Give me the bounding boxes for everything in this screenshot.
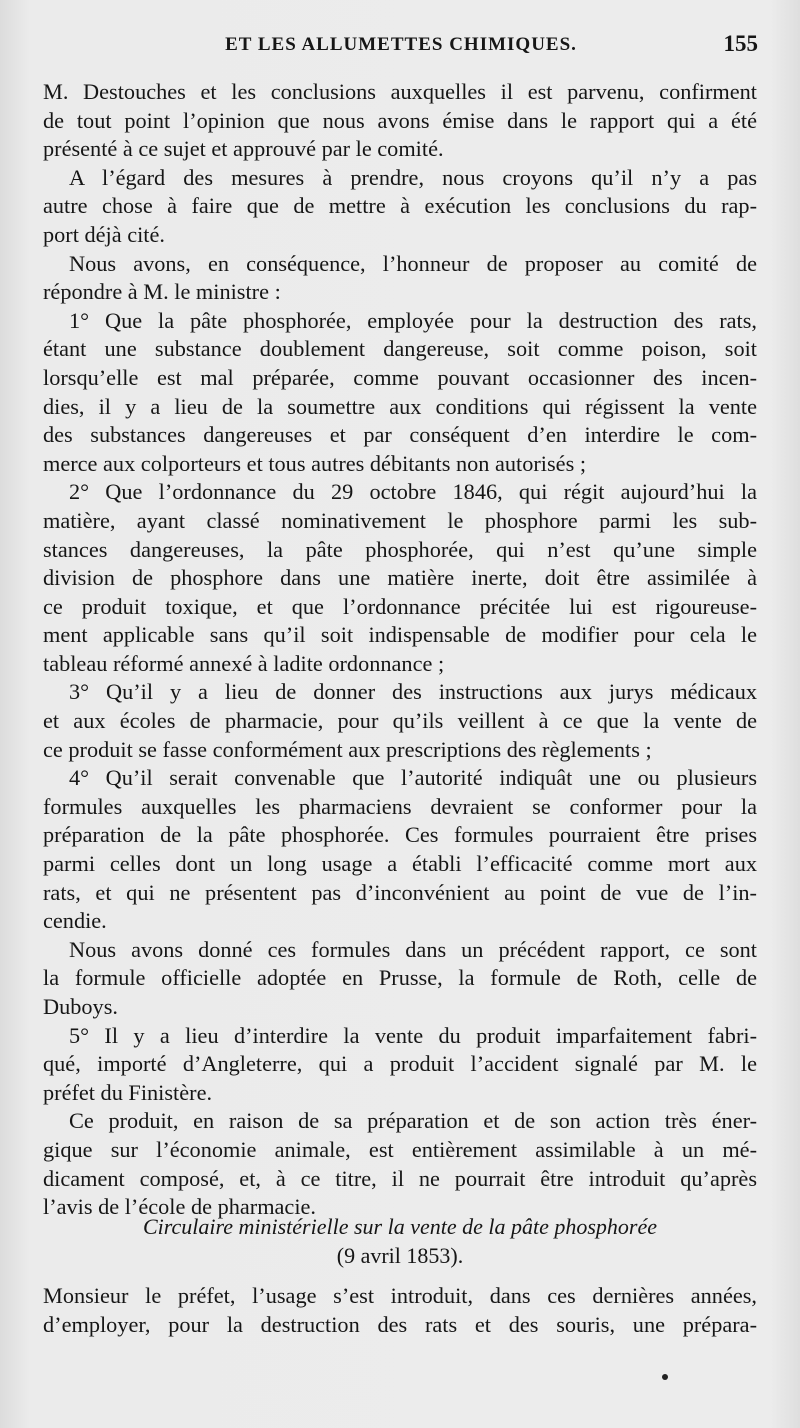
- text-line: parmi celles dont un long usage a établi l’efficacité comme mort aux: [43, 851, 757, 877]
- paragraph: [43, 678, 757, 764]
- text-line: et aux écoles de pharmacie, pour qu’ils veillent à ce que la vente de: [43, 708, 757, 734]
- paragraph: [43, 1022, 757, 1108]
- text-line: ce produit toxique, et que l’ordonnance précitée lui est rigoureuse-: [43, 593, 757, 619]
- text-line: qué, importé d’Angleterre, qui a produit l’accident signalé par M. le: [43, 1051, 757, 1077]
- body-text: [43, 78, 757, 1222]
- text-line: division de phosphore dans une matière inerte, doit être assimilée à: [43, 565, 757, 591]
- paragraph: [43, 250, 757, 307]
- text-line: Nous avons, en conséquence, l’honneur de proposer au comité de: [69, 250, 757, 276]
- text-line: 1° Que la pâte phosphorée, employée pour la destruction des rats,: [69, 307, 757, 333]
- text-line: matière, ayant classé nominativement le phosphore parmi les sub-: [43, 507, 757, 533]
- paragraph: [43, 78, 757, 164]
- text-line: préparation de la pâte phosphorée. Ces formules pourraient être prises: [43, 822, 757, 848]
- text-line: merce aux colporteurs et tous autres débitants non autorisés ;: [43, 450, 587, 476]
- text-line: présenté à ce sujet et approuvé par le comité.: [43, 136, 444, 162]
- text-line: Nous avons donné ces formules dans un précédent rapport, ce sont: [69, 936, 757, 962]
- text-line: rats, et qui ne présentent pas d’inconvénient au point de vue de l’in-: [43, 879, 757, 905]
- circular-date: (9 avril 1853).: [336, 1243, 464, 1268]
- running-title: ET LES ALLUMETTES CHIMIQUES.: [225, 34, 577, 55]
- text-line: M. Destouches et les conclusions auxquelles il est parvenu, confirment: [43, 79, 757, 104]
- text-line: stances dangereuses, la pâte phosphorée, qui n’est qu’une simple: [43, 536, 757, 562]
- text-line: Duboys.: [43, 994, 118, 1019]
- text-line: de tout point l’opinion que nous avons émise dans le rapport qui a été: [43, 107, 757, 133]
- text-line: préfet du Finistère.: [43, 1079, 213, 1105]
- paragraph: [43, 478, 757, 678]
- text-line: 3° Qu’il y a lieu de donner des instructions aux jurys médicaux: [69, 679, 757, 705]
- final-paragraph: [43, 1281, 757, 1338]
- text-line: formules auxquelles les pharmaciens devraient se conformer pour la: [43, 793, 757, 819]
- text-line: dicament composé, et, à ce titre, il ne pourrait être introduit qu’après: [43, 1165, 757, 1191]
- text-line: A l’égard des mesures à prendre, nous croyons qu’il n’y a pas: [69, 164, 757, 190]
- text-line: 4° Qu’il serait convenable que l’autorité indiquât une ou plusieurs: [69, 765, 757, 791]
- text-line: Ce produit, en raison de sa préparation et de son action très éner-: [69, 1108, 757, 1134]
- paragraph: [43, 164, 757, 250]
- text-line: lorsqu’elle est mal préparée, comme pouvant occasionner des incen-: [43, 364, 757, 390]
- text-line: dies, il y a lieu de la soumettre aux conditions qui régissent la vente: [43, 393, 757, 419]
- text-line: 2° Que l’ordonnance du 29 octobre 1846, qui régit aujourd’hui la: [69, 479, 757, 505]
- paragraph: [43, 936, 757, 1022]
- page-number: 155: [723, 31, 758, 56]
- paragraph: [43, 1107, 757, 1221]
- text-line: autre chose à faire que de mettre à exécution les conclusions du rap-: [43, 193, 757, 219]
- paragraph: [43, 764, 757, 936]
- text-line: ce produit se fasse conformément aux prescriptions des règlements ;: [43, 736, 652, 762]
- text-line: gique sur l’économie animale, est entièrement assimilable à un mé-: [43, 1136, 757, 1162]
- text-line: répondre à M. le ministre :: [43, 279, 281, 305]
- text-line: cendie.: [43, 908, 107, 934]
- text-line: étant une substance doublement dangereuse, soit comme poison, soit: [43, 336, 757, 362]
- text-line: ment applicable sans qu’il soit indispensable de modifier pour cela le: [43, 622, 757, 648]
- text-line: des substances dangereuses et par conséquent d’en interdire le com-: [43, 422, 757, 448]
- text-line: port déjà cité.: [43, 221, 165, 247]
- text-line: la formule officielle adoptée en Prusse, la formule de Roth, celle de: [43, 965, 757, 991]
- paragraph: [43, 307, 757, 479]
- circular-title: Circulaire ministérielle sur la vente de la pâte phosphorée: [142, 1214, 658, 1239]
- text-line: Monsieur le préfet, l’usage s’est introduit, dans ces dernières années,: [43, 1283, 757, 1308]
- text-line: d’employer, pour la destruction des rats et des souris, une prépara-: [43, 1311, 757, 1337]
- ink-dot: [662, 1374, 668, 1380]
- page-header: [44, 31, 758, 68]
- text-line: l’avis de l’école de pharmacie.: [43, 1194, 316, 1220]
- text-line: tableau réformé annexé à ladite ordonnance ;: [43, 650, 445, 676]
- text-line: 5° Il y a lieu d’interdire la vente du produit imparfaitement fabri-: [69, 1022, 757, 1048]
